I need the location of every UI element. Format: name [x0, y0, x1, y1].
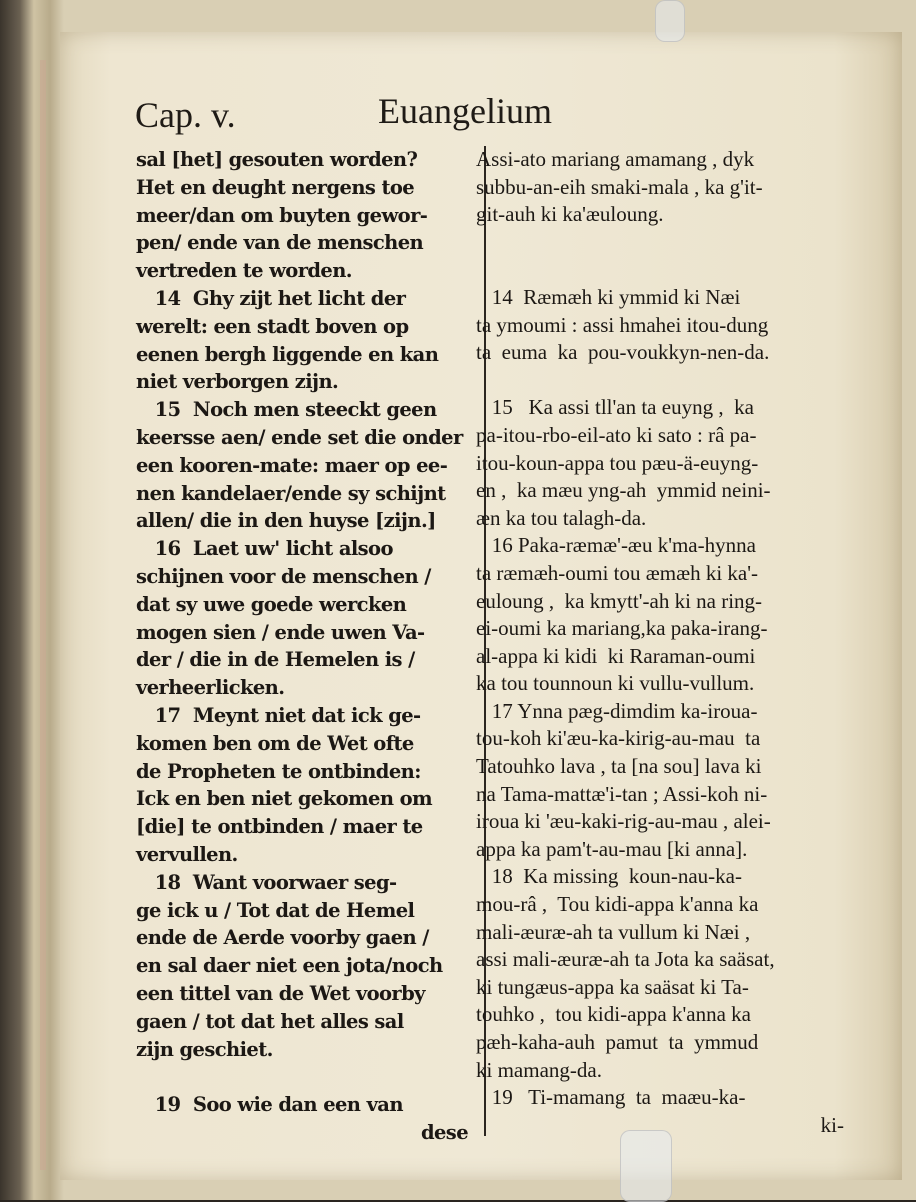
text-line: 14 Ghy zijt het licht der	[136, 286, 406, 310]
text-line: 17 Meynt niet dat ick ge-	[136, 703, 421, 727]
text-line	[476, 229, 844, 257]
text-line: 18 Want voorwaer seg-	[136, 870, 397, 894]
text-line: sal [het] gesouten worden?	[136, 148, 418, 171]
text-line: werelt: een stadt boven op	[136, 314, 409, 338]
text-line: tou-koh ki'æu-ka-kirig-au-mau ta	[476, 726, 761, 751]
text-line: Het en deught nergens toe	[136, 175, 415, 199]
text-line: der / die in de Hemelen is /	[136, 648, 415, 672]
text-line: ki tungæus-appa ka saäsat ki Ta-	[476, 974, 749, 999]
text-line: euloung , ka kmytt'-ah ki na ring-	[476, 588, 763, 613]
text-line: itou-koun-appa tou pæu-ä-euyng-	[476, 450, 759, 475]
text-line: subbu-an-eih smaki-mala , ka g'it-	[476, 174, 763, 199]
text-line: 18 Ka missing koun-nau-ka-	[476, 864, 742, 889]
text-line: 16 Laet uw' licht alsoo	[136, 537, 393, 561]
text-line: ki-	[820, 1112, 844, 1137]
text-line: ende de Aerde voorby gaen /	[136, 926, 429, 950]
text-line: æn ka tou talagh-da.	[476, 505, 647, 530]
text-line: pæh-kaha-auh pamut ta ymmud	[476, 1030, 759, 1054]
text-line: vervullen.	[136, 842, 238, 866]
text-line: dese	[420, 1120, 468, 1144]
text-line: zijn geschiet.	[136, 1037, 273, 1061]
text-line: ta euma ka pou-voukkyn-nen-da.	[476, 340, 770, 365]
text-line: allen/ die in den huyse [zijn.]	[136, 509, 436, 533]
text-line: 16 Paka-ræmæ'-æu k'ma-hynna	[476, 533, 756, 558]
text-line: nen kandelaer/ende sy schijnt	[136, 481, 446, 505]
text-line: [die] te ontbinden / maer te	[136, 815, 423, 839]
text-line: 19 Soo wie dan een van	[136, 1093, 403, 1117]
text-line: niet verborgen zijn.	[136, 370, 339, 394]
text-line: 17 Ynna pæg-dimdim ka-iroua-	[476, 698, 758, 723]
text-line: 15 Ka assi tll'an ta euyng , ka	[476, 395, 754, 420]
text-line: 19 Ti-mamang ta maæu-ka-	[476, 1085, 746, 1110]
text-line: Tatouhko lava , ta [na sou] lava ki	[476, 754, 762, 779]
text-line: mali-æuræ-ah ta vullum ki Næi ,	[476, 919, 751, 944]
text-line: ki mamang-da.	[476, 1057, 602, 1082]
text-line: assi mali-æuræ-ah ta Jota ka saäsat,	[476, 947, 775, 972]
text-line: pen/ ende van de menschen	[136, 231, 424, 255]
text-line: iroua ki 'æu-kaki-rig-au-mau , alei-	[476, 809, 771, 834]
text-line: appa ka pam't-au-mau [ki anna].	[476, 836, 748, 861]
text-line: dat sy uwe goede wercken	[136, 592, 407, 616]
text-line: Assi-ato mariang amamang , dyk	[476, 147, 755, 171]
text-line: schijnen voor de menschen /	[136, 564, 431, 588]
text-line: gaen / tot dat het alles sal	[136, 1009, 404, 1033]
text-line	[476, 256, 844, 284]
text-line: ei-oumi ka mariang,ka paka-irang-	[476, 616, 768, 641]
text-line: ka tou tounnoun ki vullu-vullum.	[476, 671, 755, 696]
text-line: 14 Ræmæh ki ymmid ki Næi	[476, 284, 741, 309]
text-line: meer/dan om buyten gewor-	[136, 203, 428, 227]
text-line: een kooren-mate: maer op ee-	[136, 453, 448, 477]
text-line: al-appa ki kidi ki Raraman-oumi	[476, 643, 756, 668]
page-title: Euangelium	[378, 91, 552, 131]
text-line: en , ka mæu yng-ah ymmid neini-	[476, 478, 771, 503]
text-line: keersse aen/ ende set die onder	[136, 425, 463, 449]
formosan-text-column	[476, 146, 844, 1139]
text-line: en sal daer niet een jota/noch	[136, 954, 443, 978]
text-line: een tittel van de Wet voorby	[136, 981, 425, 1005]
text-line: 15 Noch men steeckt geen	[136, 398, 437, 422]
page-edge-stain	[40, 60, 46, 1170]
text-line: vertreden te worden.	[136, 259, 352, 283]
page-clip-top	[655, 0, 685, 42]
text-line: verheerlicken.	[136, 676, 285, 700]
text-line: touhko , tou kidi-appa k'anna ka	[476, 1002, 751, 1027]
text-line: mogen sien / ende uwen Va-	[136, 620, 425, 644]
text-line: de Propheten te ontbinden:	[136, 759, 421, 783]
text-line	[476, 367, 844, 395]
text-line: komen ben om de Wet ofte	[136, 731, 414, 755]
text-line: ta ræmæh-oumi tou æmæh ki ka'-	[476, 560, 759, 585]
chapter-heading: Cap. v.	[135, 95, 236, 135]
text-line: pa-itou-rbo-eil-ato ki sato : râ pa-	[476, 422, 757, 447]
text-line: ta ymoumi : assi hmahei itou-dung	[476, 312, 769, 337]
text-line: mou-râ , Tou kidi-appa k'anna ka	[476, 892, 759, 917]
text-line: eenen bergh liggende en kan	[136, 342, 439, 366]
text-line: ge ick u / Tot dat de Hemel	[136, 898, 415, 922]
page-clip-bottom	[620, 1130, 672, 1202]
dutch-text-column	[136, 146, 468, 1147]
text-line	[136, 1063, 468, 1091]
text-line: git-auh ki ka'æuloung.	[476, 202, 664, 227]
text-line: na Tama-mattæ'i-tan ; Assi-koh ni-	[476, 781, 768, 806]
text-line: Ick en ben niet gekomen om	[136, 787, 433, 811]
